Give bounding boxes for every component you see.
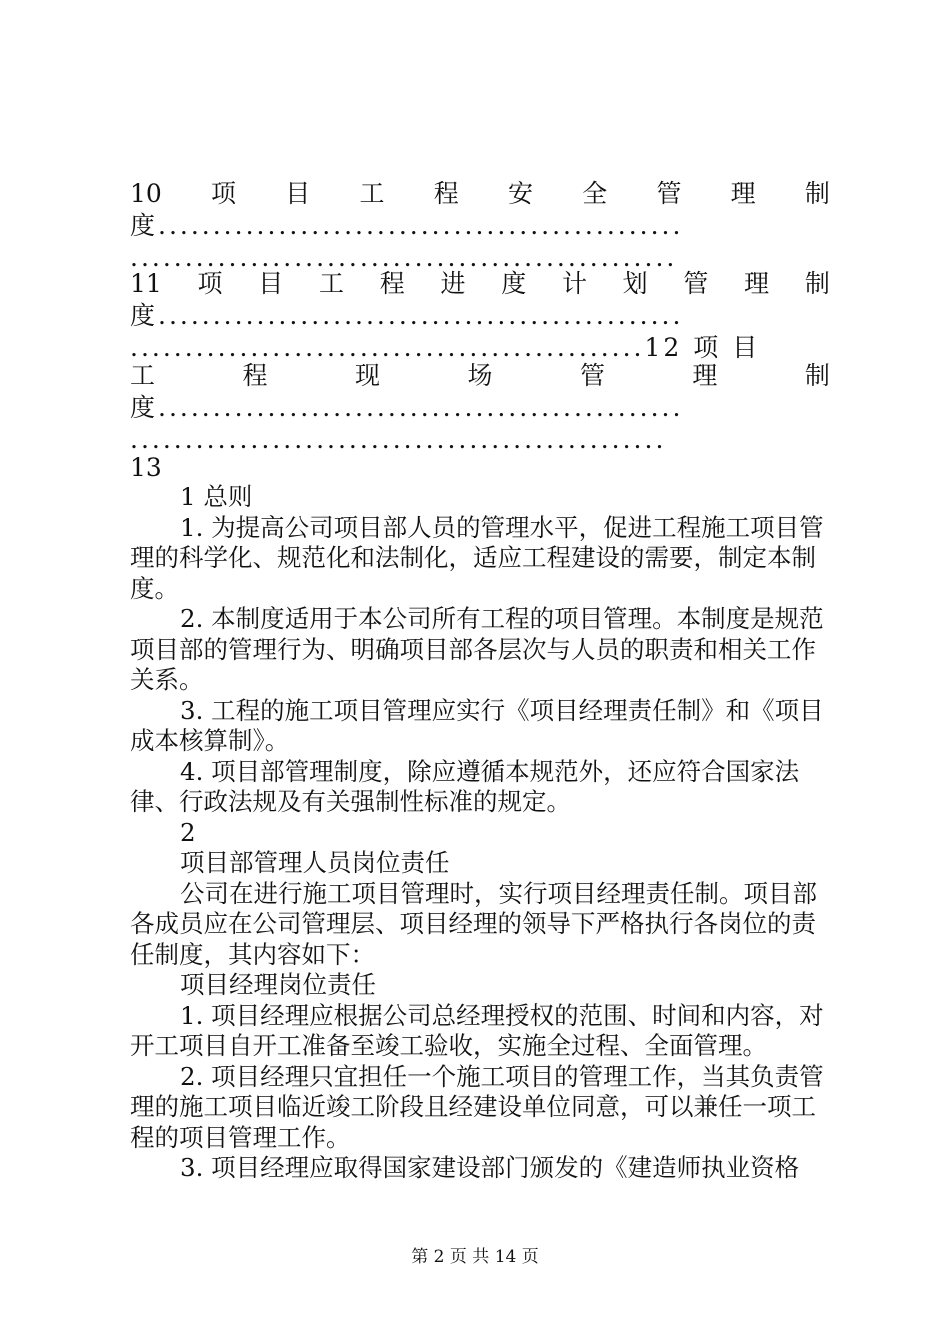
toc-char: 管 [683, 269, 709, 298]
toc-dots: 度................................................ [130, 393, 684, 422]
toc-char: 理 [692, 361, 718, 390]
heading-general: 1 总则 [180, 482, 253, 511]
toc-char: 安 [507, 179, 533, 208]
toc-char: 项 [211, 179, 237, 208]
toc-char: 现 [354, 361, 380, 390]
paragraph: 1. 为提高公司项目部人员的管理水平，促进工程施工项目管理的科学化、规范化和法制化，适应工程建设的需要，制定本制度。 [130, 512, 824, 603]
toc-char: 10 [130, 179, 162, 208]
page-footer: 第 2 页 共 14 页 [411, 1247, 539, 1267]
toc-char: 计 [561, 269, 587, 298]
toc-dots: 度................................................ [130, 211, 684, 240]
section-number: 2 [180, 817, 196, 847]
toc-char: 管 [579, 361, 605, 390]
toc-char: 工 [130, 361, 156, 390]
paragraph: 2. 项目经理只宜担任一个施工项目的管理工作，当其负责管理的施工项目临近竣工阶段且经建设单位同意，可以兼任一项工程的项目管理工作。 [130, 1061, 824, 1152]
subsection-heading: 项目经理岗位责任 [180, 970, 376, 999]
toc-char: 理 [744, 269, 770, 298]
toc-char: 程 [433, 179, 459, 208]
document-body [130, 482, 830, 1184]
toc-char: 划 [622, 269, 648, 298]
toc-char: 项 [197, 269, 223, 298]
toc-line-11 [130, 268, 830, 300]
toc-char: 工 [359, 179, 385, 208]
toc-char: 制 [804, 269, 830, 298]
toc-line-10 [130, 178, 830, 210]
paragraph: 公司在进行施工项目管理时，实行项目经理责任制。项目部各成员应在公司管理层、项目经理的领导下严格执行各岗位的责任制度，其内容如下： [130, 878, 817, 969]
section-heading: 项目部管理人员岗位责任 [180, 848, 450, 877]
toc-dots: ................................................. [130, 425, 667, 454]
toc-dots: .................................................. [130, 243, 678, 272]
toc-char: 工 [319, 269, 345, 298]
toc-line-13: 13 [130, 453, 162, 482]
toc-char: 11 [130, 269, 162, 298]
toc-char: 理 [730, 179, 756, 208]
toc-char: 制 [804, 179, 830, 208]
toc-char: 场 [467, 361, 493, 390]
paragraph: 1. 项目经理应根据公司总经理授权的范围、时间和内容，对开工项目自开工准备至竣工验收，实施全过程、全面管理。 [130, 1000, 824, 1060]
paragraph: 2. 本制度适用于本公司所有工程的项目管理。本制度是规范项目部的管理行为、明确项目部各层次与人员的职责和相关工作关系。 [130, 604, 824, 694]
toc-dots: 度................................................ [130, 301, 684, 330]
toc-char: 度 [501, 269, 527, 298]
paragraph: 3. 工程的施工项目管理应实行《项目经理责任制》和《项目成本核算制》。 [130, 695, 824, 755]
toc-char: 制 [804, 361, 830, 390]
toc-char: 程 [242, 361, 268, 390]
toc-char: 全 [582, 179, 608, 208]
toc-line-12 [130, 360, 830, 392]
toc-char: 目 [258, 269, 284, 298]
toc-char: 管 [656, 179, 682, 208]
paragraph: 3. 项目经理应取得国家建设部门颁发的《建造师执业资格 [180, 1153, 800, 1182]
paragraph: 4. 项目部管理制度，除应遵循本规范外，还应符合国家法律、行政法规及有关强制性标准的规定。 [130, 756, 800, 816]
toc-char: 进 [440, 269, 466, 298]
toc-line-12-dots: ...............................................12 项 目 [130, 333, 761, 362]
toc-char: 程 [379, 269, 405, 298]
toc-char: 目 [285, 179, 311, 208]
